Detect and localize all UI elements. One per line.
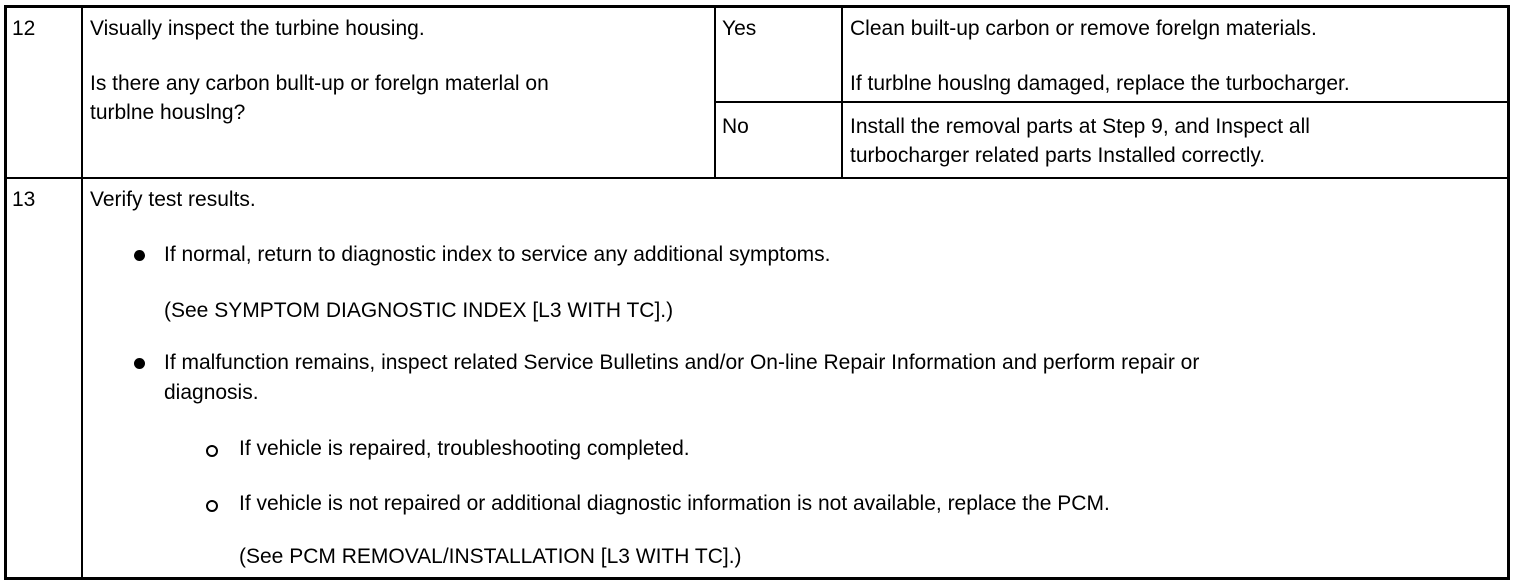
row-divider [4, 177, 1510, 179]
step-12-action-line-3: turblne houslng? [90, 101, 246, 124]
bullet-2-text-line-2: diagnosis. [164, 381, 259, 404]
step-number-12: 12 [12, 17, 36, 40]
bullet-dot-icon [134, 250, 145, 261]
no-action-line-1: Install the removal parts at Step 9, and Inspect all [850, 115, 1310, 138]
answer-no: No [722, 115, 749, 138]
sub-bullet-2-text: If vehicle is not repaired or additional diagnostic information is not available, replace the PCM. [239, 492, 1110, 515]
bullet-dot-icon [134, 358, 145, 369]
answer-column-right-divider [841, 5, 843, 179]
sub-bullet-circle-icon [206, 500, 218, 512]
yes-action-line-1: Clean built-up carbon or remove forelgn materials. [850, 17, 1317, 40]
bullet-2-text-line-1: If malfunction remains, inspect related Service Bulletins and/or On-line Repair Information and perform repair or [164, 351, 1200, 374]
step-column-divider [81, 5, 83, 577]
yes-action-line-2: If turblne houslng damaged, replace the turbocharger. [850, 72, 1350, 95]
sub-bullet-circle-icon [206, 445, 218, 457]
answer-yes: Yes [722, 17, 757, 40]
no-action-line-2: turbocharger related parts Installed correctly. [850, 144, 1266, 167]
sub-bullet-1-text: If vehicle is repaired, troubleshooting completed. [239, 437, 690, 460]
bullet-1-note: (See SYMPTOM DIAGNOSTIC INDEX [L3 WITH TC].) [164, 299, 674, 322]
answer-column-left-divider [714, 5, 716, 179]
step-13-title: Verify test results. [90, 188, 256, 211]
sub-bullet-2-note: (See PCM REMOVAL/INSTALLATION [L3 WITH TC].) [239, 545, 742, 568]
bullet-1-text: If normal, return to diagnostic index to service any additional symptoms. [164, 243, 831, 266]
outcome-divider [714, 101, 1508, 103]
step-12-action-line-1: Visually inspect the turbine housing. [90, 17, 425, 40]
step-12-action-line-2: Is there any carbon bullt-up or forelgn materlal on [90, 72, 549, 95]
step-number-13: 13 [12, 188, 36, 211]
